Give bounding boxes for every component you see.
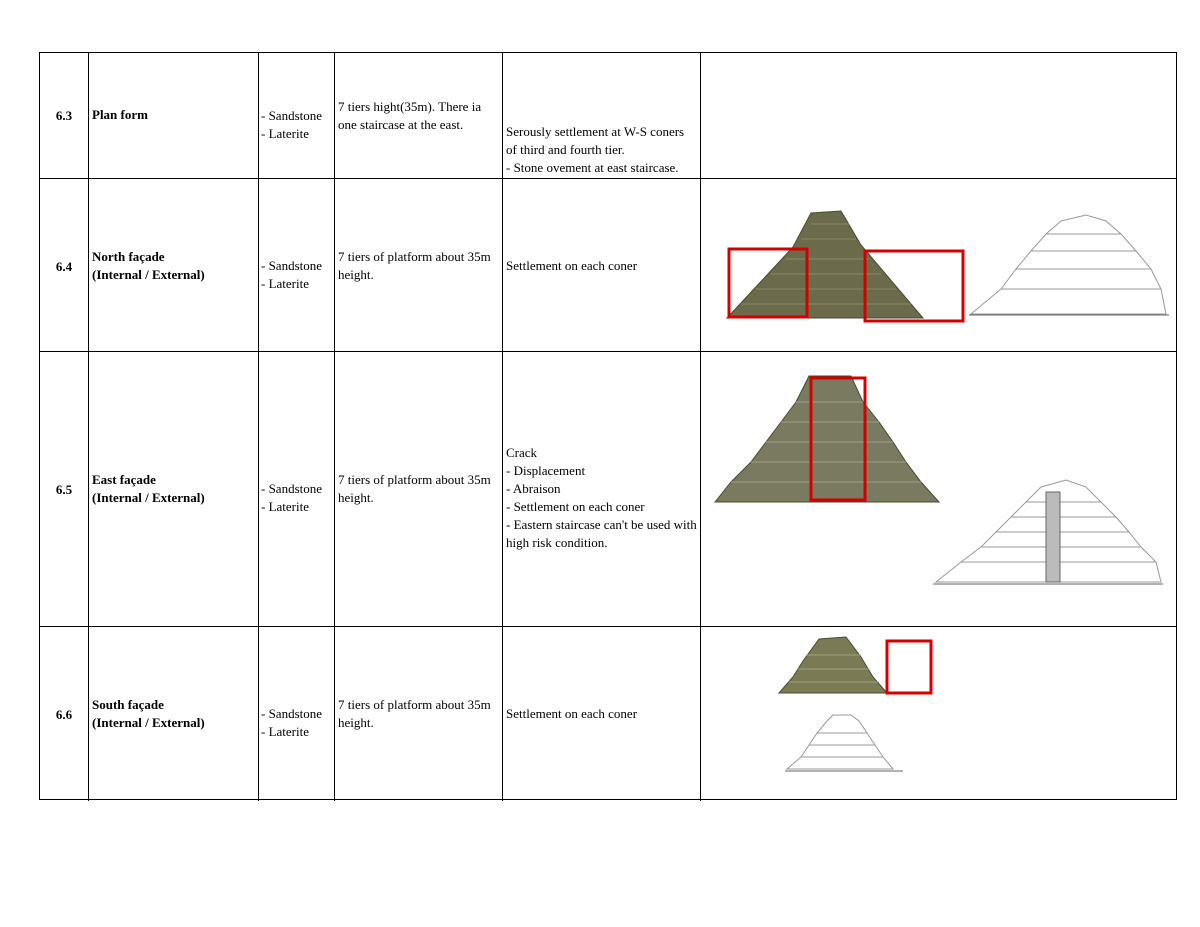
highlight-box-corner bbox=[887, 641, 931, 693]
condition: Settlement on each coner bbox=[506, 706, 638, 721]
table-row bbox=[40, 178, 1176, 352]
south-facade-images bbox=[701, 627, 1177, 799]
description: 7 tiers of platform about 35m height. bbox=[338, 249, 491, 282]
item-name: East façade (Internal / External) bbox=[92, 472, 205, 505]
image-cell bbox=[700, 627, 1176, 801]
north-facade-drawing bbox=[969, 215, 1169, 315]
east-facade-drawing bbox=[933, 480, 1163, 584]
south-facade-photo bbox=[779, 637, 887, 693]
condition-table bbox=[39, 52, 1177, 800]
east-facade-photo bbox=[715, 376, 939, 502]
item-number: 6.3 bbox=[55, 108, 73, 123]
item-name: North façade (Internal / External) bbox=[92, 249, 205, 282]
image-cell bbox=[700, 352, 1176, 627]
east-facade-images bbox=[701, 352, 1177, 626]
image-cell bbox=[700, 53, 1176, 179]
table-row bbox=[40, 53, 1176, 179]
south-facade-drawing bbox=[785, 715, 903, 771]
table-row bbox=[40, 351, 1176, 627]
materials: - Sandstone - Laterite bbox=[261, 481, 323, 514]
item-name: South façade (Internal / External) bbox=[92, 697, 205, 730]
materials: - Sandstone - Laterite bbox=[261, 108, 323, 141]
table-row bbox=[40, 626, 1176, 801]
image-cell bbox=[700, 179, 1176, 352]
description: 7 tiers of platform about 35m height. bbox=[338, 697, 491, 730]
item-number: 6.4 bbox=[55, 259, 73, 274]
materials: - Sandstone - Laterite bbox=[261, 258, 323, 291]
materials: - Sandstone - Laterite bbox=[261, 706, 323, 739]
description: 7 tiers hight(35m). There ia one staircase at the east. bbox=[338, 99, 482, 132]
item-number: 6.5 bbox=[55, 482, 73, 497]
north-facade-images bbox=[701, 179, 1177, 351]
condition: Settlement on each coner bbox=[506, 258, 638, 273]
condition: Serously settlement at W-S coners of third and fourth tier. - Stone ovement at east staircase. bbox=[506, 124, 685, 175]
item-name: Plan form bbox=[92, 107, 148, 122]
item-number: 6.6 bbox=[55, 707, 73, 722]
description: 7 tiers of platform about 35m height. bbox=[338, 472, 491, 505]
condition: Crack - Displacement - Abraison - Settlement on each coner - Eastern staircase can't be used with high risk condition. bbox=[506, 445, 697, 550]
north-facade-photo bbox=[727, 211, 923, 318]
